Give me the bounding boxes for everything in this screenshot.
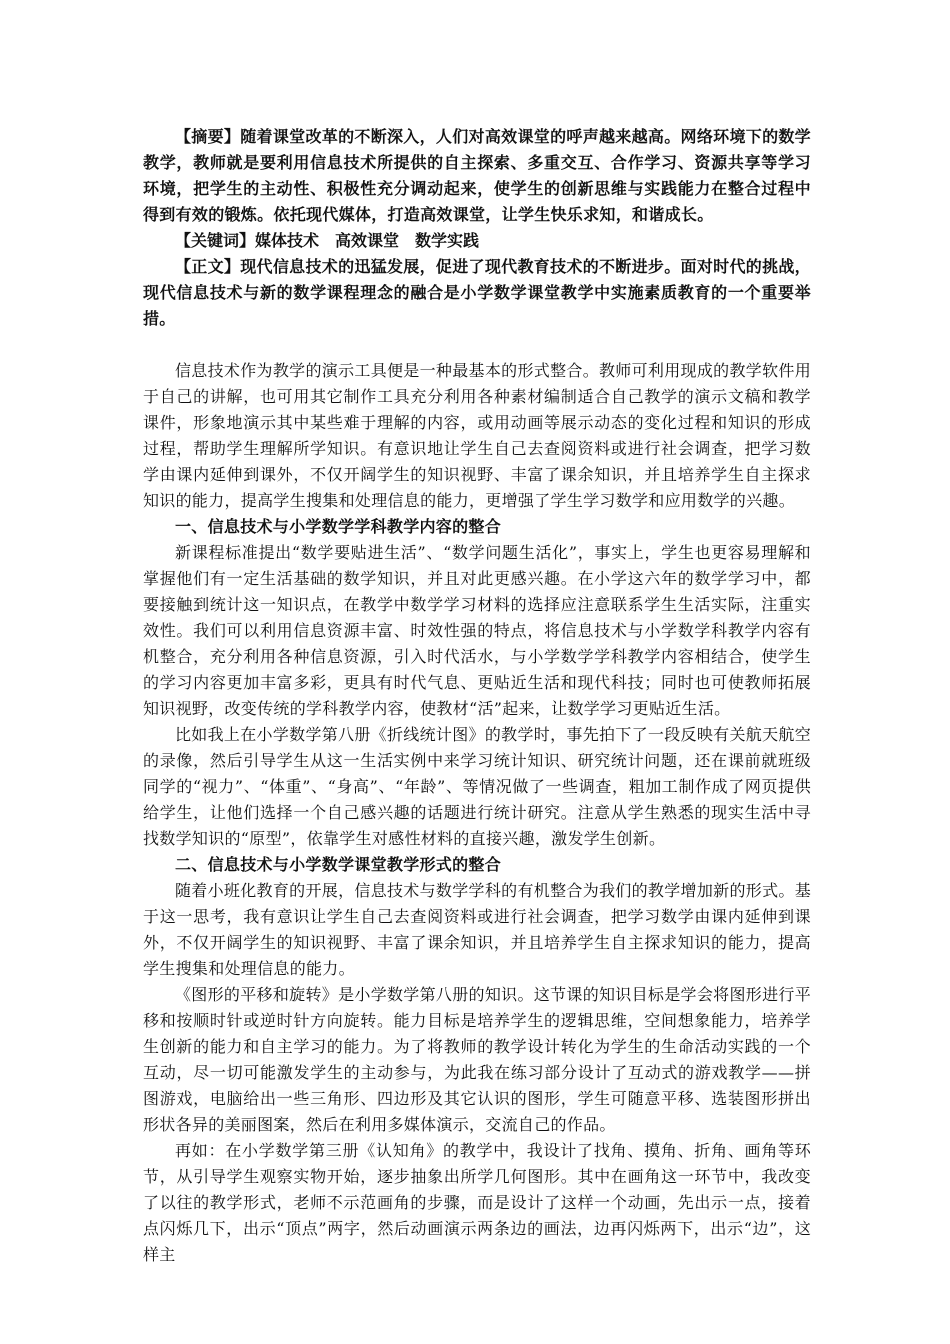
body-paragraph-1: 信息技术作为教学的演示工具便是一种最基本的形式整合。教师可利用现成的教学软件用于自己的讲解，也可用其它制作工具充分利用各种素材编制适合自己教学的演示文稿和教学课件，形象地演示其中某些难于理解的内容，或用动画等展示动态的变化过程和知识的形成过程，帮助学生理解所学知识。有意识地让学生自己去查阅资料或进行社会调查，把学习数学由课内延伸到课外，不仅开阔学生的知识视野、丰富了课余知识，并且培养学生自主探求知识的能力，提高学生搜集和处理信息的能力，更增强了学生学习数学和应用数学的兴趣。 <box>143 361 811 510</box>
document-page <box>143 124 811 1268</box>
abstract-text: 随着课堂改革的不断深入，人们对高效课堂的呼声越来越高。网络环境下的数学教学，教师就是要利用信息技术所提供的自主探索、多重交互、合作学习、资源共享等学习环境，把学生的主动性、积极性充分调动起来，使学生的创新思维与实践能力在整合过程中得到有效的锻炼。依托现代媒体，打造高效课堂，让学生快乐求知，和谐成长。 <box>143 127 811 224</box>
body-paragraph-3: 比如我上在小学数学第八册《折线统计图》的教学时，事先拍下了一段反映有关航天航空的录像，然后引导学生从这一生活实例中来学习统计知识、研究统计问题，还在课前就班级同学的“视力”、“体重”、“身高”、“年龄”、等情况做了一些调查，粗加工制作成了网页提供给学生，让他们选择一个自己感兴趣的话题进行统计研究。注意从学生熟悉的现实生活中寻找数学知识的“原型”，依靠学生对感性材料的直接兴趣，激发学生创新。 <box>143 725 811 848</box>
blank-line <box>143 332 811 358</box>
abstract-label: 【摘要】 <box>175 127 241 146</box>
body-paragraph-5: 《图形的平移和旋转》是小学数学第八册的知识。这节课的知识目标是学会将图形进行平移和按顺时针或逆时针方向旋转。能力目标是培养学生的逻辑思维，空间想象能力，培养学生创新的能力和自主学习的能力。为了将教师的教学设计转化为学生的生命活动实践的一个互动，尽一切可能激发学生的主动参与，为此我在练习部分设计了互动式的游戏教学——拼图游戏，电脑给出一些三角形、四边形及其它认识的图形，学生可随意平移、选装图形拼出形状各异的美丽图案，然后在利用多媒体演示，交流自己的作品。 <box>143 985 811 1134</box>
keywords-label: 【关键词】 <box>175 231 256 250</box>
section-heading-1: 一、信息技术与小学数学学科教学内容的整合 <box>175 517 502 536</box>
section-heading-2: 二、信息技术与小学数学课堂教学形式的整合 <box>175 855 502 874</box>
body-paragraph-6: 再如：在小学数学第三册《认知角》的教学中，我设计了找角、摸角、折角、画角等环节，从引导学生观察实物开始，逐步抽象出所学几何图形。其中在画角这一环节中，我改变了以往的教学形式，老师不示范画角的步骤，而是设计了这样一个动画，先出示一点，接着点闪烁几下，出示“顶点”两字，然后动画演示两条边的画法，边再闪烁两下，出示“边”，这样主 <box>143 1141 811 1264</box>
keywords-text: 媒体技术 高效课堂 数学实践 <box>255 231 480 250</box>
keywords-line <box>143 228 811 254</box>
body-paragraph-4: 随着小班化教育的开展，信息技术与数学学科的有机整合为我们的教学增加新的形式。基于这一思考，我有意识让学生自己去查阅资料或进行社会调查，把学习数学由课内延伸到课外，不仅开阔学生的知识视野、丰富了课余知识，并且培养学生自主探求知识的能力，提高学生搜集和处理信息的能力。 <box>143 881 811 978</box>
intro-paragraph <box>143 254 811 332</box>
body-paragraph-2: 新课程标准提出“数学要贴进生活”、“数学问题生活化”，事实上，学生也更容易理解和掌握他们有一定生活基础的数学知识，并且对此更感兴趣。在小学这六年的数学学习中，都要接触到统计这一知识点，在教学中数学学习材料的选择应注意联系学生生活实际，注重实效性。我们可以利用信息资源丰富、时效性强的特点，将信息技术与小学数学科教学内容有机整合，充分利用各种信息资源，引入时代活水，与小学数学学科教学内容相结合，使学生的学习内容更加丰富多彩，更具有时代气息、更贴近生活和现代科技；同时也可使教师拓展知识视野，改变传统的学科教学内容，使教材“活”起来，让数学学习更贴近生活。 <box>143 543 811 718</box>
intro-label: 【正文】 <box>175 257 241 276</box>
intro-text: 现代信息技术的迅猛发展，促进了现代教育技术的不断进步。面对时代的挑战，现代信息技术与新的数学课程理念的融合是小学数学课堂教学中实施素质教育的一个重要举措。 <box>143 257 811 328</box>
abstract-paragraph <box>143 124 811 228</box>
